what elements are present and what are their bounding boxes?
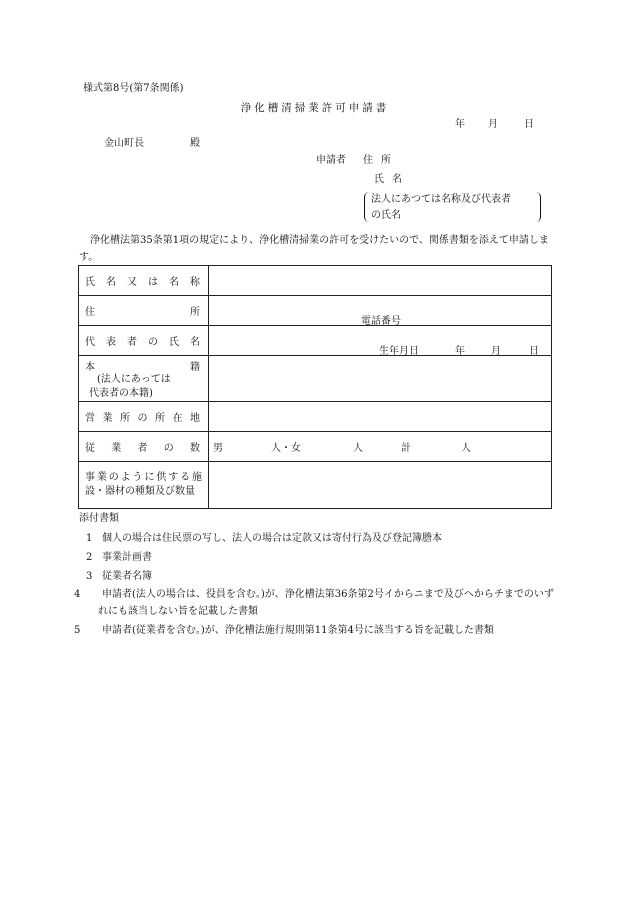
- date-year-label: 年: [455, 119, 465, 130]
- honorific: 殿: [190, 138, 200, 149]
- honseki-note-line1: (法人にあっては: [97, 373, 171, 385]
- staff-label-cell: [79, 432, 209, 462]
- table-row: [79, 432, 552, 462]
- staff-female-label: 人・女: [271, 443, 301, 454]
- phone-label: 電話番号: [361, 316, 401, 327]
- attachment-text: 申請者(法人の場合は、役員を含む。)が、浄化槽法第36条第2号イからニまで及びヘからチまでのいずれにも該当しない旨を記載した書類: [98, 589, 554, 617]
- staff-total-person-label: 人: [461, 443, 471, 454]
- rep-field[interactable]: [209, 326, 552, 356]
- birth-month-label: 月: [491, 346, 501, 357]
- honseki-note-line2: 代表者の本籍): [89, 387, 153, 399]
- staff-count-group: [209, 439, 551, 454]
- address-label: 住 所: [85, 307, 200, 318]
- birth-year-label: 年: [455, 346, 465, 357]
- attachment-number: 2: [86, 552, 93, 563]
- attachment-item: [86, 530, 552, 547]
- staff-male-label: 男: [213, 443, 223, 454]
- staff-total-label: 計: [401, 443, 411, 454]
- intro-text: 浄化槽法第35条第1項の規定により、浄化槽清掃業の許可を受けたいので、関係書類を添えて申請します。: [79, 235, 549, 263]
- attachment-number: 4: [74, 589, 81, 600]
- honseki-label-cell: [79, 356, 209, 402]
- rep-label-cell: [79, 326, 209, 356]
- table-row: [79, 462, 552, 509]
- address-label-cell: [79, 296, 209, 326]
- birth-day-label: 日: [529, 346, 539, 357]
- table-row: [79, 326, 552, 356]
- address-field[interactable]: [209, 296, 552, 326]
- rep-label: 代 表 者 の 氏 名: [85, 337, 200, 348]
- form-number: 様式第8号(第7条関係): [83, 83, 184, 94]
- office-label-cell: [79, 402, 209, 432]
- attachments-heading: 添付書類: [79, 513, 119, 524]
- staff-field[interactable]: [209, 432, 552, 462]
- attachment-item: [86, 568, 552, 585]
- staff-label: 従 業 者 の 数: [85, 443, 200, 454]
- attachment-item: [74, 622, 554, 639]
- office-field[interactable]: [209, 402, 552, 432]
- name-label: 氏 名 又 は 名 称: [85, 277, 200, 288]
- staff-person-label: 人: [353, 443, 363, 454]
- honseki-field[interactable]: [209, 356, 552, 402]
- applicant-name-label: 氏名: [374, 174, 410, 185]
- document-title: 浄化槽清掃業許可申請書: [240, 102, 390, 114]
- applicant-address-label: 住所: [363, 155, 399, 166]
- attachment-number: 1: [86, 533, 93, 544]
- attachment-number: 5: [74, 625, 81, 636]
- office-label: 営 業 所 の 所 在 地: [85, 413, 200, 424]
- name-label-cell: [79, 266, 209, 296]
- attachment-text: 従業者名簿: [102, 571, 152, 582]
- applicant-note-line1: 法人にあつては名称及び代表者: [371, 194, 511, 205]
- attachment-text: 個人の場合は住民票の写し、法人の場合は定款又は寄付行為及び登記簿謄本: [102, 533, 442, 544]
- applicant-label: 申請者: [316, 155, 346, 166]
- attachment-item: [74, 586, 554, 620]
- table-row: [79, 356, 552, 402]
- equip-field[interactable]: [209, 462, 552, 509]
- attachment-number: 3: [86, 571, 93, 582]
- date-month-label: 月: [488, 119, 498, 130]
- honseki-label: 本 籍: [85, 361, 200, 373]
- equip-label: 事業のように供する施設・器材の種類及び数量: [85, 472, 202, 497]
- name-field[interactable]: [209, 266, 552, 296]
- addressee: 金山町長: [104, 138, 144, 149]
- attachment-item: [86, 549, 552, 566]
- attachment-text: 申請者(従業者を含む。)が、浄化槽法施行規則第11条第4号に該当する旨を記載した書類: [102, 625, 494, 636]
- table-row: [79, 296, 552, 326]
- birth-label: 生年月日: [379, 346, 419, 357]
- applicant-note-line2: の氏名: [371, 210, 401, 221]
- date-day-label: 日: [524, 119, 534, 130]
- table-row: [79, 402, 552, 432]
- equip-label-cell: [79, 462, 209, 509]
- application-table: [78, 265, 552, 509]
- table-row: [79, 266, 552, 296]
- attachment-text: 事業計画書: [102, 552, 152, 563]
